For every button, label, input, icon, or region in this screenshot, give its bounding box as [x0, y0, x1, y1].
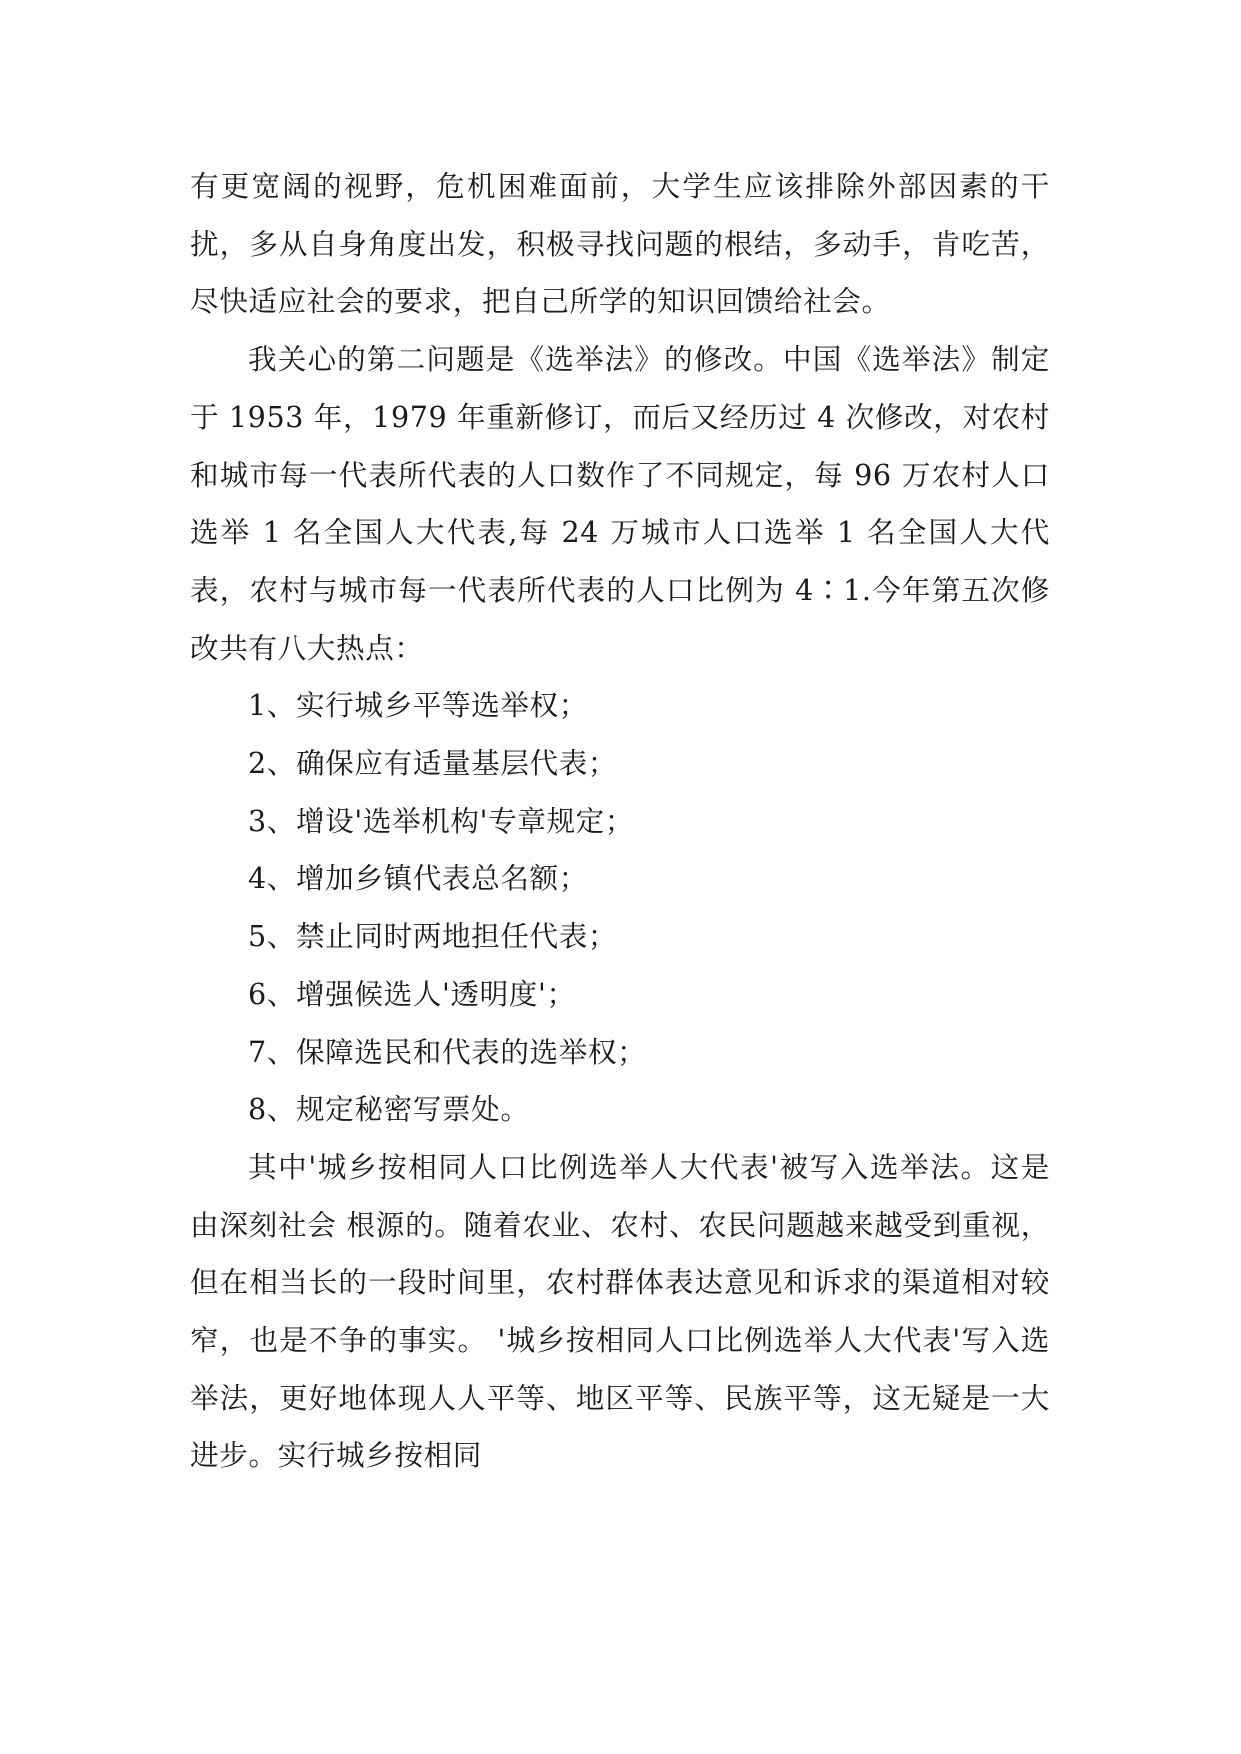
hotspot-list	[190, 677, 1050, 1139]
list-item: 6、增强候选人'透明度'；	[248, 976, 576, 1011]
document-body	[190, 158, 1050, 1485]
paragraph-election-law: 我关心的第二问题是《选举法》的修改。中国《选举法》制定于 1953 年，1979 年重新修订，而后又经历过 4 次修改，对农村和城市每一代表所代表的人口数作了不同规定，每 96 万农村人口选举 1 名全国人大代表,每 24 万城市人口选举 1 名全国人大代表，农村与城市每一代表所代表的人口比例为 4∶1.今年第五次修改共有八大热点：	[190, 342, 1050, 665]
list-item: 3、增设'选举机构'专章规定；	[248, 803, 635, 838]
list-item: 5、禁止同时两地担任代表；	[248, 919, 618, 954]
list-item: 2、确保应有适量基层代表；	[248, 746, 618, 781]
paragraph-continued: 有更宽阔的视野，危机困难面前，大学生应该排除外部因素的干扰，多从自身角度出发，积极寻找问题的根结，多动手，肯吃苦，尽快适应社会的要求，把自己所学的知识回馈给社会。	[190, 169, 1050, 319]
list-item: 1、实行城乡平等选举权；	[248, 688, 588, 723]
list-item: 7、保障选民和代表的选举权；	[248, 1034, 647, 1069]
paragraph-urban-rural: 其中'城乡按相同人口比例选举人大代表'被写入选举法。这是由深刻社会 根源的。随着农业、农村、农民问题越来越受到重视，但在相当长的一段时间里，农村群体表达意见和诉求的渠道相对较窄，也是不争的事实。 '城乡按相同人口比例选举人大代表'写入选举法，更好地体现人人平等、地区平等、民族平等，这无疑是一大进步。实行城乡按相同	[190, 1149, 1050, 1473]
list-item: 8、规定秘密写票处。	[248, 1092, 530, 1127]
list-item: 4、增加乡镇代表总名额；	[248, 861, 588, 896]
